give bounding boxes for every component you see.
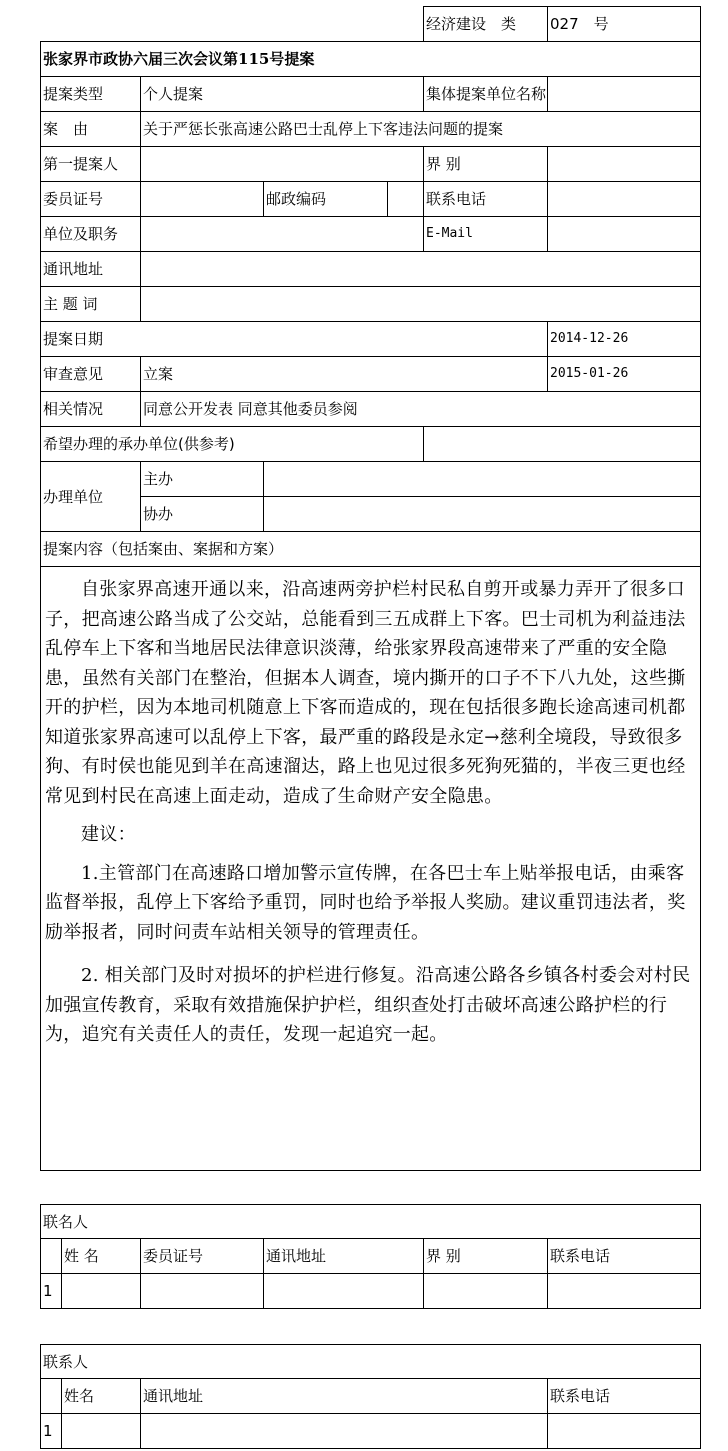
handling-label: 办理单位 xyxy=(41,462,141,532)
contact-address xyxy=(141,1414,548,1449)
cosigner-phone xyxy=(548,1274,701,1309)
proposer-value xyxy=(141,147,424,182)
hoped-unit-value xyxy=(424,427,701,462)
unit-label: 单位及职务 xyxy=(41,217,141,252)
contacts-header-name: 姓名 xyxy=(62,1379,141,1414)
category-label: 经济建设 类 xyxy=(424,7,548,42)
cosigners-header-sector: 界 别 xyxy=(424,1239,548,1274)
content-label: 提案内容（包括案由、案据和方案） xyxy=(41,532,701,567)
postcode-label: 邮政编码 xyxy=(264,182,388,217)
member-id-value xyxy=(141,182,264,217)
content-paragraph-3: 1.主管部门在高速路口增加警示宣传牌，在各巴士车上贴举报电话，由乘客监督举报，乱停上下客给予重罚，同时也给予举报人奖励。建议重罚违法者，奖励举报者，同时问责车站相关领导的管理责任。 xyxy=(45,862,686,943)
table-row xyxy=(41,1274,701,1309)
assist-label: 协办 xyxy=(141,497,264,532)
keywords-value xyxy=(141,287,701,322)
proposer-label: 第一提案人 xyxy=(41,147,141,182)
header-blank xyxy=(41,7,424,42)
assist-value xyxy=(264,497,701,532)
cosigners-header-name: 姓 名 xyxy=(62,1239,141,1274)
email-value xyxy=(548,217,701,252)
review-label: 审查意见 xyxy=(41,357,141,392)
type-label: 提案类型 xyxy=(41,77,141,112)
contacts-index-header xyxy=(41,1379,62,1414)
date-value: 2014-12-26 xyxy=(548,322,701,357)
date-label: 提案日期 xyxy=(41,322,548,357)
content-paragraph-1: 自张家界高速开通以来，沿高速两旁护栏村民私自剪开或暴力弄开了很多口子，把高速公路当成了公交站，总能看到三五成群上下客。巴士司机为利益违法乱停车上下客和当地居民法律意识淡薄，给张家界段高速带来了严重的安全隐患，虽然有关部门在整治，但据本人调查，境内撕开的口子不下八九处，这些撕开的护栏，因为本地司机随意上下客而造成的，现在包括很多跑长途高速司机都知道张家界高速可以乱停上下客，最严重的路段是永定→慈利全境段，导致很多狗、有时侯也能见到羊在高速溜达，路上也见过很多死狗死猫的，半夜三更也经常见到村民在高速上面走动，造成了生命财产安全隐患。 xyxy=(45,579,686,807)
hoped-unit-label: 希望办理的承办单位(供参考) xyxy=(41,427,424,462)
cosigner-name xyxy=(62,1274,141,1309)
address-value xyxy=(141,252,701,287)
address-label: 通讯地址 xyxy=(41,252,141,287)
related-value: 同意公开发表 同意其他委员参阅 xyxy=(141,392,701,427)
cosigners-header-phone: 联系电话 xyxy=(548,1239,701,1274)
cosigner-row-index: 1 xyxy=(41,1274,62,1309)
contact-row-index: 1 xyxy=(41,1414,62,1449)
collective-value xyxy=(548,77,701,112)
related-label: 相关情况 xyxy=(41,392,141,427)
contact-name xyxy=(62,1414,141,1449)
proposal-form xyxy=(40,6,701,1171)
cosigners-header-id: 委员证号 xyxy=(141,1239,264,1274)
email-label: E-Mail xyxy=(424,217,548,252)
unit-value xyxy=(141,217,424,252)
review-date: 2015-01-26 xyxy=(548,357,701,392)
cosigners-index-header xyxy=(41,1239,62,1274)
main-value xyxy=(264,462,701,497)
main-label: 主办 xyxy=(141,462,264,497)
postcode-value xyxy=(388,182,424,217)
cosigners-title: 联名人 xyxy=(41,1205,701,1239)
contacts-table xyxy=(40,1344,701,1449)
contacts-header-address: 通讯地址 xyxy=(141,1379,548,1414)
table-row xyxy=(41,1414,701,1449)
contact-phone xyxy=(548,1414,701,1449)
keywords-label: 主 题 词 xyxy=(41,287,141,322)
contacts-title: 联系人 xyxy=(41,1345,701,1379)
content-paragraph-2: 建议： xyxy=(81,824,136,845)
cosigner-id xyxy=(141,1274,264,1309)
sector-label: 界 别 xyxy=(424,147,548,182)
cosigner-address xyxy=(264,1274,424,1309)
member-id-label: 委员证号 xyxy=(41,182,141,217)
subject-label: 案 由 xyxy=(41,112,141,147)
proposal-number: 027 号 xyxy=(548,7,701,42)
phone-label: 联系电话 xyxy=(424,182,548,217)
contacts-header-phone: 联系电话 xyxy=(548,1379,701,1414)
collective-label: 集体提案单位名称 xyxy=(424,77,548,112)
subject-value: 关于严惩长张高速公路巴士乱停上下客违法问题的提案 xyxy=(141,112,701,147)
proposal-content xyxy=(41,567,701,1171)
cosigner-sector xyxy=(424,1274,548,1309)
form-title: 张家界市政协六届三次会议第115号提案 xyxy=(41,42,701,77)
phone-value xyxy=(548,182,701,217)
content-paragraph-4: 2. 相关部门及时对损坏的护栏进行修复。沿高速公路各乡镇各村委会对村民加强宣传教育，采取有效措施保护护栏，组织查处打击破坏高速公路护栏的行为，追究有关责任人的责任，发现一起追究一起。 xyxy=(45,965,691,1045)
cosigners-header-address: 通讯地址 xyxy=(264,1239,424,1274)
review-value: 立案 xyxy=(141,357,548,392)
sector-value xyxy=(548,147,701,182)
type-value: 个人提案 xyxy=(141,77,424,112)
cosigners-table xyxy=(40,1204,701,1309)
